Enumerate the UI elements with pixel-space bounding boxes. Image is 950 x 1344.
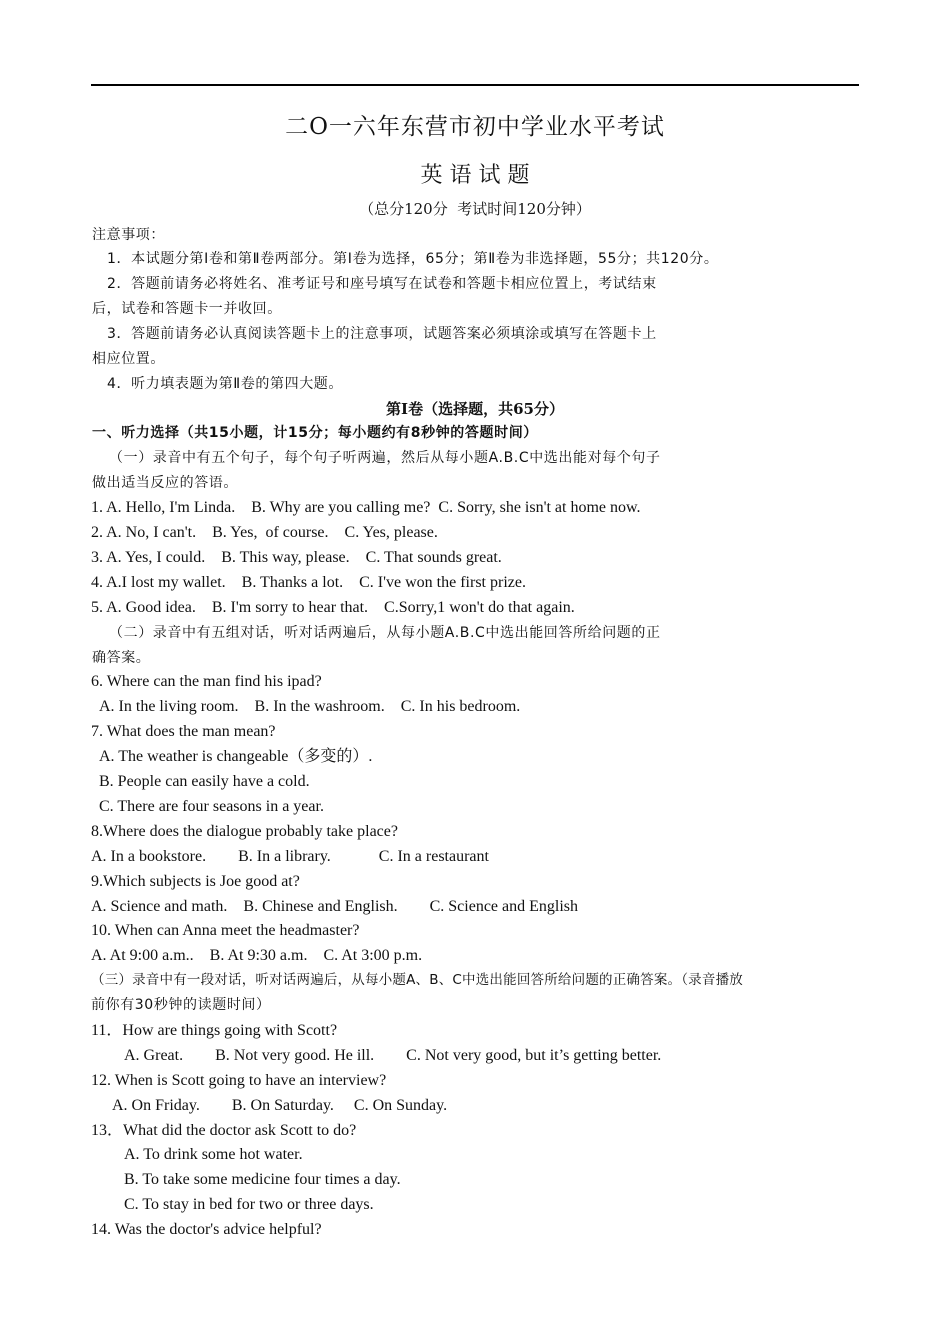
question-13-option-c: C. To stay in bed for two or three days. bbox=[124, 1196, 374, 1213]
question-12: 12. When is Scott going to have an interview? bbox=[91, 1072, 387, 1089]
exam-title: 二O一六年东营市初中学业水平考试 bbox=[285, 114, 665, 140]
top-rule bbox=[91, 84, 859, 86]
question-10-options: A. At 9:00 a.m.. B. At 9:30 a.m. C. At 3:00 p.m. bbox=[91, 947, 423, 964]
question-13: 13．What did the doctor ask Scott to do? bbox=[91, 1122, 357, 1139]
question-4: 4. A.I lost my wallet. B. Thanks a lot. C. I've won the first prize. bbox=[91, 574, 526, 591]
note-1: 1．本试题分第I卷和第Ⅱ卷两部分。第I卷为选择，65分；第Ⅱ卷为非选择题，55分；共120分。 bbox=[107, 251, 719, 267]
note-2-cont: 后，试卷和答题卡一并收回。 bbox=[92, 301, 282, 317]
note-3-cont: 相应位置。 bbox=[92, 351, 165, 367]
subsection1-instruction: （一）录音中有五个句子，每个句子听两遍，然后从每小题A.B.C中选出能对每个句子 bbox=[109, 450, 661, 466]
note-3: 3．答题前请务必认真阅读答题卡上的注意事项，试题答案必须填涂或填写在答题卡上 bbox=[107, 326, 657, 342]
question-5: 5. A. Good idea. B. I'm sorry to hear that. C.Sorry,1 won't do that again. bbox=[91, 599, 575, 616]
subsection3-instruction-cont: 前你有30秒钟的读题时间） bbox=[91, 997, 271, 1013]
exam-meta: （总分120分 考试时间120分钟） bbox=[359, 200, 591, 218]
question-9-options: A. Science and math. B. Chinese and English. C. Science and English bbox=[91, 898, 579, 915]
notes-heading: 注意事项： bbox=[92, 227, 165, 243]
question-11-options: A. Great. B. Not very good. He ill. C. Not very good, but it’s getting better. bbox=[124, 1047, 662, 1064]
question-6-options: A. In the living room. B. In the washroom. C. In his bedroom. bbox=[99, 698, 521, 715]
question-13-option-b: B. To take some medicine four times a day. bbox=[124, 1171, 401, 1188]
note-4: 4．听力填表题为第Ⅱ卷的第四大题。 bbox=[107, 376, 343, 392]
question-7-option-a: A. The weather is changeable（多变的）. bbox=[99, 748, 373, 765]
question-13-option-a: A. To drink some hot water. bbox=[124, 1146, 303, 1163]
part1-heading: 第I卷（选择题，共65分） bbox=[386, 400, 564, 418]
question-8: 8.Where does the dialogue probably take place? bbox=[91, 823, 398, 840]
question-7-option-c: C. There are four seasons in a year. bbox=[99, 798, 324, 815]
question-3: 3. A. Yes, I could. B. This way, please. C. That sounds great. bbox=[91, 549, 502, 566]
subsection2-instruction: （二）录音中有五组对话，听对话两遍后，从每小题A.B.C中选出能回答所给问题的正 bbox=[109, 625, 661, 641]
subsection3-instruction: （三）录音中有一段对话，听对话两遍后，从每小题A、B、C中选出能回答所给问题的正确答案。（录音播放 bbox=[91, 972, 743, 988]
question-11: 11．How are things going with Scott? bbox=[91, 1022, 338, 1039]
exam-subject: 英 语 试 题 bbox=[420, 163, 530, 188]
question-7-option-b: B. People can easily have a cold. bbox=[99, 773, 310, 790]
question-14: 14. Was the doctor's advice helpful? bbox=[91, 1221, 322, 1238]
question-7: 7. What does the man mean? bbox=[91, 723, 276, 740]
question-9: 9.Which subjects is Joe good at? bbox=[91, 873, 300, 890]
question-10: 10. When can Anna meet the headmaster? bbox=[91, 922, 360, 939]
question-12-options: A. On Friday. B. On Saturday. C. On Sunday. bbox=[112, 1097, 448, 1114]
note-2: 2．答题前请务必将姓名、准考证号和座号填写在试卷和答题卡相应位置上，考试结束 bbox=[107, 276, 657, 292]
subsection1-instruction-cont: 做出适当反应的答语。 bbox=[92, 475, 238, 491]
subsection2-instruction-cont: 确答案。 bbox=[92, 650, 151, 666]
question-8-options: A. In a bookstore. B. In a library. C. In a restaurant bbox=[91, 848, 489, 865]
question-6: 6. Where can the man find his ipad? bbox=[91, 673, 322, 690]
question-2: 2. A. No, I can't. B. Yes, of course. C. Yes, please. bbox=[91, 524, 438, 541]
section1-heading: 一、听力选择（共15小题，计15分；每小题约有8秒钟的答题时间） bbox=[92, 425, 538, 441]
question-1: 1. A. Hello, I'm Linda. B. Why are you calling me? C. Sorry, she isn't at home now. bbox=[91, 499, 641, 516]
